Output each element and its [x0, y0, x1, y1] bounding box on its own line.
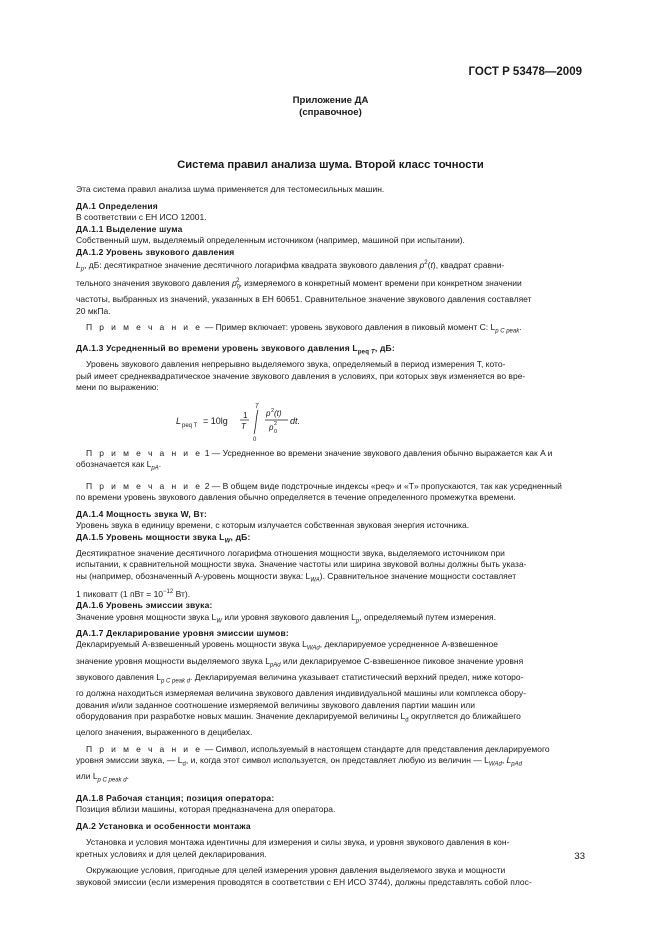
- note: или $L_{p C peak d}$.: [76, 771, 129, 785]
- standard-header: ГОСТ Р 53478—2009: [468, 66, 582, 78]
- paragraph: Значение уровня мощности звука $L_W$ или уровня звукового давления $L_p$, определяемый путем измерения.: [76, 611, 497, 625]
- section-heading: ДА.1.1 Выделение шума: [76, 223, 183, 234]
- formula-eq: = 10lg: [203, 415, 228, 426]
- paragraph: го должна находиться измеряемая величина звукового давления индивидуальной машины или комплекса обору-: [76, 688, 526, 699]
- paragraph: испытании, к сравнительной мощности звука. Значение частоты или ширина звуковой волны должны быть указа-: [76, 559, 527, 570]
- note: по времени уровень звукового давления обычно определяется в течение определенного промежутка времени.: [76, 492, 516, 503]
- paragraph: Декларируемый A-взвешенный уровень мощности звука $L_{WAd}$, декларируемое усредненное A-взвешенное: [76, 639, 498, 653]
- symbol: L: [76, 259, 81, 270]
- paragraph: рый имеет среднеквадратическое значение звукового давления в условиях, при которых звук изменяется во вре-: [76, 370, 526, 381]
- paragraph: оборудования при разработке новых машин. Значение декларируемой величины $L_d$ округляется до ближайшего: [76, 711, 521, 724]
- appendix-subtitle: (справочное): [299, 107, 362, 119]
- section-heading: ДА.1.8 Рабочая станция; позиция оператора:: [76, 792, 275, 803]
- note: П р и м е ч а н и е — Пример включает: уровень звукового давления в пиковый момент C: $L_{p C peak}$.: [86, 322, 522, 335]
- paragraph: Собственный шум, выделяемый определенным источником (например, машиной при испытании).: [76, 235, 465, 245]
- paragraph: Уровень звука в единицу времени, с которым излучается собственная звуковая энергия источника.: [76, 520, 470, 531]
- formula-lower: 0: [253, 436, 257, 443]
- intro-paragraph: Эта система правил анализа шума применяется для тестомесильных машин.: [76, 184, 385, 194]
- note: П р и м е ч а н и е 2 — В общем виде подстрочные индексы «peq» и «T» пропускаются, так как усредненный: [86, 480, 562, 491]
- paragraph: $L_p$, дБ: десятикратное значение десятичного логарифма квадрата звукового давления $p^2(t)$, квадрат сравни-: [76, 259, 505, 273]
- formula-leq: [76, 396, 586, 444]
- formula-lhs: L: [176, 415, 182, 426]
- paragraph: звуковой эмиссии (если измерения проводятся в соответствии с ЕН ИСО 3744), должны представлять собой плос-: [76, 876, 532, 887]
- formula-den1: T: [241, 421, 246, 431]
- note: П р и м е ч а н и е 1 — Усредненное во времени значение звукового давления обычно выражается как A и: [86, 447, 553, 458]
- paragraph: тельного значения звукового давления $p_0^2$, измеряемого в конкретный момент времени при конкретном значении: [76, 277, 522, 291]
- paragraph: Уровень звукового давления непрерывно выделяемого звука, определяемый в период измерения T, кото-: [86, 359, 506, 370]
- section-heading: ДА.1.5 Уровень мощности звука $L_W$, дБ:: [76, 531, 251, 545]
- formula-num2b: (t): [274, 408, 282, 418]
- paragraph: целого значения, выраженного в децибелах.: [76, 727, 253, 738]
- paragraph: звукового давления $L_{p C peak d}$. Декларируемая величина указывает статистический верхний предел, ниже которо-: [76, 671, 524, 685]
- page-number: 33: [574, 851, 585, 862]
- svg-text:2: 2: [274, 420, 278, 427]
- formula-den2: p: [269, 422, 274, 432]
- appendix-title: Приложение ДА: [292, 95, 369, 106]
- paragraph: дования и/или заданное соотношение измеряемой величины звукового давления партии машин или: [76, 699, 476, 710]
- paragraph: кретных условиях и для целей декларирования.: [76, 848, 267, 859]
- formula-num1: 1: [243, 410, 248, 420]
- formula-graphic: [76, 396, 586, 444]
- formula-lhs-sub: peq T: [182, 422, 198, 429]
- section-heading: ДА.1.7 Декларирование уровня эмиссии шумов:: [76, 627, 289, 638]
- section-heading: ДА.1 Определения: [76, 200, 158, 211]
- formula-dt: dt.: [290, 415, 301, 426]
- paragraph: 1 пиковатт (1 пВт = $10^{-12}$ Вт).: [76, 588, 191, 599]
- paragraph: Окружающие условия, пригодные для целей измерения уровня давления выделяемого звука и мощности: [86, 865, 506, 876]
- formula-den2sub: 0: [274, 428, 278, 435]
- paragraph: частоты, выбранных из значений, указанных в ЕН 60651. Сравнительное значение звукового давления составляет: [76, 294, 532, 305]
- section-heading: ДА.2 Установка и особенности монтажа: [76, 820, 251, 831]
- section-heading: ДА.1.4 Мощность звука W, Вт:: [76, 508, 208, 519]
- section-heading: ДА.1.3 Усредненный во времени уровень звукового давления $L_{peq T}$, дБ:: [76, 343, 395, 356]
- section-heading: ДА.1.6 Уровень эмиссии звука:: [76, 600, 213, 611]
- note: обозначается как $L_{pA}$.: [76, 459, 162, 473]
- section-heading: ДА.1.2 Уровень звукового давления: [76, 246, 235, 257]
- paragraph: Десятикратное значение десятичного логарифма отношения мощности звука, выделяемого источником при: [76, 547, 505, 558]
- paragraph: В соответствии с ЕН ИСО 12001.: [76, 212, 207, 222]
- paragraph: Установка и условия монтажа идентичны для измерения и силы звука, и уровня звукового давления в кон-: [86, 837, 510, 848]
- paragraph: 20 мкПа.: [76, 305, 111, 316]
- paragraph: ны (например, обозначенный A-уровень мощности звука: $L_{WA}$). Сравнительное значение мощности составляет: [76, 570, 517, 584]
- document-body: [76, 184, 586, 888]
- document-title: Система правил анализа шума. Второй класс точности: [177, 159, 484, 171]
- paragraph: значение уровня мощности выделяемого звука $L_{pAd}$ или декларируемое C-взвешенное пиковое значение уровня: [76, 655, 524, 669]
- paragraph: мени по выражению:: [76, 382, 159, 393]
- formula-num2: p: [266, 408, 271, 418]
- appendix-heading: [0, 95, 661, 120]
- note: уровня эмиссии звука, — $L_d$, и, когда этот символ используется, он представляет любую из величин — $L_{WAd}$, $L_{pAd}$: [76, 755, 522, 768]
- svg-text:2: 2: [271, 407, 275, 414]
- note: П р и м е ч а н и е — Символ, используемый в настоящем стандарте для представления декларируемого: [86, 743, 550, 754]
- paragraph: Позиция вблизи машины, которая предназначена для оператора.: [76, 804, 336, 815]
- formula-upper: T: [255, 403, 259, 410]
